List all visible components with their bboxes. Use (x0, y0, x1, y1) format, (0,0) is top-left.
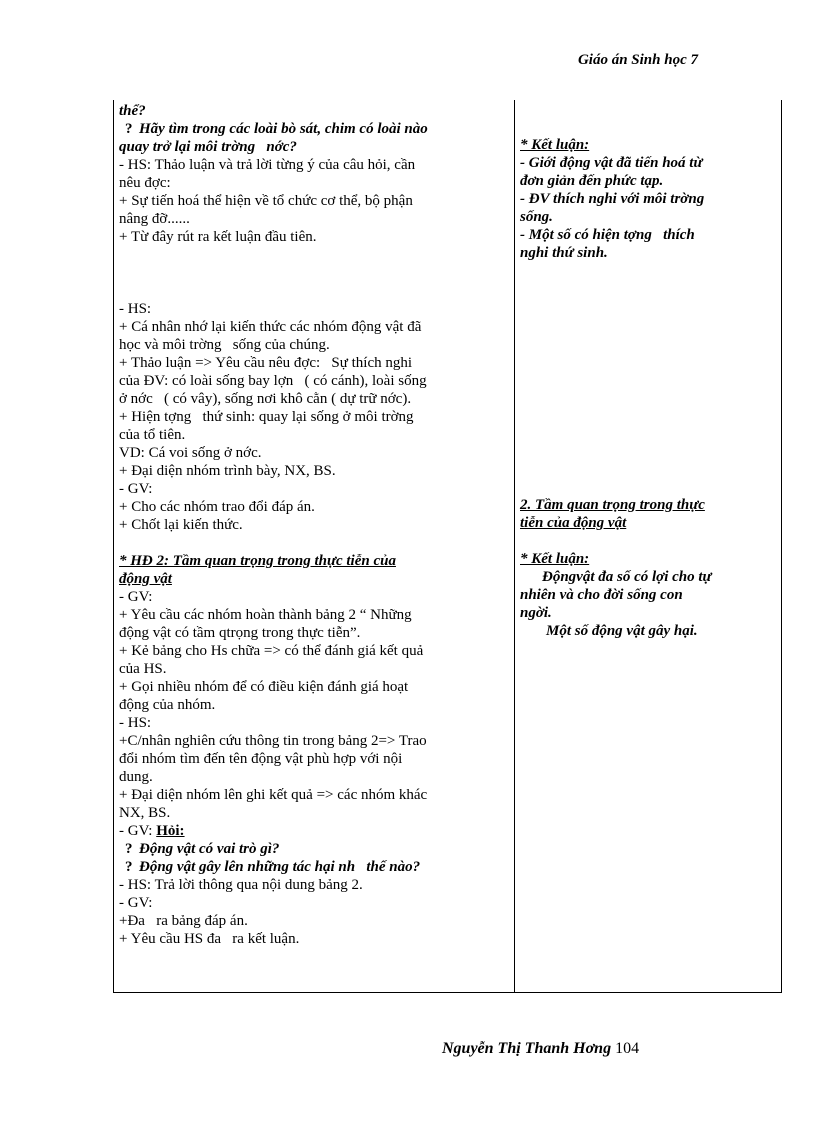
activity-line (119, 174, 509, 192)
activity-line (119, 300, 509, 318)
question-mark-icon: ? (125, 859, 133, 875)
conclusion-2-line: Độngvật đa số có lợi cho tự (542, 569, 712, 585)
activity-line (119, 732, 509, 750)
activity-line (119, 120, 509, 138)
activity-line-text: - HS: (119, 301, 152, 317)
activity-line-text: - GV: (119, 481, 153, 497)
activity-line (119, 102, 509, 120)
activity-line (119, 858, 509, 876)
page-header-title: Giáo án Sinh học 7 (577, 52, 698, 68)
activity-line-text: Động vật có vai trò gì? (139, 841, 280, 857)
question-mark-icon: ? (125, 841, 133, 857)
conclusion-2-line: ngời. (520, 605, 552, 621)
activity-line-text: thể? (119, 103, 146, 119)
activity-line-text: động vật (119, 571, 172, 587)
activity-line-text: + Từ đây rút ra kết luận đầu tiên. (119, 229, 317, 245)
conclusion-1-title: * Kết luận: (520, 137, 590, 153)
activity-line-text: + Cho các nhóm trao đổi đáp án. (119, 499, 315, 515)
activity-line-text: nêu đợc: (119, 175, 171, 191)
activity-line (119, 192, 509, 210)
conclusion-1-line: - ĐV thích nghi với môi trờng (520, 191, 705, 207)
activity-line (119, 318, 509, 336)
activity-line-text: của ĐV: có loài sống bay lợn ( có cánh), loài sống (119, 373, 427, 389)
section-2-title: 2. Tầm quan trọng trong thực (520, 497, 705, 513)
teacher-student-activities-column (119, 102, 509, 948)
activity-line-text: nâng đỡ...... (119, 211, 190, 227)
conclusion-1-line: - Một số có hiện tợng thích (520, 227, 695, 243)
activity-line-text: động của nhóm. (119, 697, 216, 713)
activity-line (119, 354, 509, 372)
conclusion-2-line: Một số động vật gây hại. (546, 623, 698, 639)
activity-line (119, 678, 509, 696)
activity-line-text: của HS. (119, 661, 167, 677)
activity-line-text: - HS: Thảo luận và trả lời từng ý của câu hỏi, cần (119, 157, 416, 173)
activity-line (119, 912, 509, 930)
activity-line-text: + Kẻ bảng cho Hs chữa => có thể đánh giá kết quả (119, 643, 424, 659)
activity-line (119, 336, 509, 354)
activity-line-text: dung. (119, 769, 153, 785)
activity-line (119, 786, 509, 804)
activity-line (119, 822, 509, 840)
conclusion-2-title: * Kết luận: (520, 551, 590, 567)
activity-line-text: - GV: (119, 823, 157, 839)
activity-line-text: NX, BS. (119, 805, 171, 821)
question-mark-icon: ? (125, 121, 133, 137)
activity-line (119, 498, 509, 516)
activity-line-text: đổi nhóm tìm đến tên động vật phù hợp với nội (119, 751, 403, 767)
activity-line (119, 516, 509, 534)
activity-line-text: Động vật gây lên những tác hại nh thế nào? (139, 859, 421, 875)
activity-line-text: + Yêu cầu các nhóm hoàn thành bảng 2 “ Những (119, 607, 412, 623)
activity-line (119, 894, 509, 912)
activity-line (119, 642, 509, 660)
conclusion-2-line: nhiên và cho đời sống con (520, 587, 683, 603)
activity-line-text: của tổ tiên. (119, 427, 186, 443)
page-number: 104 (615, 1040, 640, 1057)
activity-line (119, 768, 509, 786)
author-name: Nguyễn Thị Thanh Hơng (442, 1040, 612, 1057)
question-label: Hỏi: (156, 823, 185, 839)
activity-line (119, 228, 509, 246)
activity-line (119, 390, 509, 408)
activity-line (119, 408, 509, 426)
conclusion-1-line: nghi thứ sinh. (520, 245, 608, 261)
spacer (119, 246, 509, 264)
activity-line-text: + Cá nhân nhớ lại kiến thức các nhóm động vật đã (119, 319, 422, 335)
activity-line-text: + Sự tiến hoá thể hiện về tổ chức cơ thể, bộ phận (119, 193, 413, 209)
activity-line (119, 156, 509, 174)
activity-line (119, 750, 509, 768)
activity-line-text: động vật có tầm qtrọng trong thực tiễn”. (119, 625, 361, 641)
activity-line-text: + Đại diện nhóm lên ghi kết quả => các nhóm khác (119, 787, 428, 803)
activity-line-text: + Yêu cầu HS đa ra kết luận. (119, 931, 300, 947)
activity-line (119, 804, 509, 822)
activity-line (119, 462, 509, 480)
section-2-title: tiễn của động vật (520, 515, 627, 531)
activity-line (119, 606, 509, 624)
conclusions-column (520, 100, 775, 640)
activity-line-text: - HS: Trả lời thông qua nội dung bảng 2. (119, 877, 363, 893)
activity-line (119, 660, 509, 678)
activity-line (119, 480, 509, 498)
activity-line (119, 210, 509, 228)
activity-line (119, 444, 509, 462)
activity-line (119, 714, 509, 732)
activity-line (119, 876, 509, 894)
activity-line (119, 624, 509, 642)
activity-line-text: ở nớc ( có vây), sống nơi khô cằn ( dự trữ nớc). (119, 391, 412, 407)
activity-line-text: + Chốt lại kiến thức. (119, 517, 243, 533)
column-divider (514, 100, 515, 992)
activity-line (119, 696, 509, 714)
activity-line (119, 588, 509, 606)
conclusion-1-line: - Giới động vật đã tiến hoá từ (520, 155, 703, 171)
activity-line (119, 426, 509, 444)
spacer (119, 534, 509, 552)
activity-line-text: - HS: (119, 715, 152, 731)
activity-line (119, 930, 509, 948)
activity-line-text: + Hiện tợng thứ sinh: quay lại sống ở môi trờng (119, 409, 414, 425)
activity-line-text: - GV: (119, 589, 153, 605)
activity-line (119, 570, 509, 588)
page-footer (442, 1040, 639, 1058)
activity-line-text: VD: Cá voi sống ở nớc. (119, 445, 262, 461)
activity-line-text: + Thảo luận => Yêu cầu nêu đợc: Sự thích nghi (119, 355, 413, 371)
activity-line-text: + Gọi nhiều nhóm để có điều kiện đánh giá hoạt (119, 679, 409, 695)
activity-line (119, 372, 509, 390)
activity-line-text: học và môi trờng sống của chúng. (119, 337, 330, 353)
spacer (119, 282, 509, 300)
activity-line (119, 552, 509, 570)
conclusion-1-line: sống. (520, 209, 553, 225)
activity-line-text: Hãy tìm trong các loài bò sát, chim có loài nào (139, 121, 428, 137)
activity-line (119, 840, 509, 858)
activity-line-text: +Đa ra bảng đáp án. (119, 913, 248, 929)
activity-line-text: quay trở lại môi trờng nớc? (119, 139, 297, 155)
spacer (119, 264, 509, 282)
activity-line-text: - GV: (119, 895, 153, 911)
activity-line-text: +C/nhân nghiên cứu thông tin trong bảng 2=> Trao (119, 733, 427, 749)
activity-line (119, 138, 509, 156)
activity-line-text: * HĐ 2: Tầm quan trọng trong thực tiễn của (119, 553, 396, 569)
activity-line-text: + Đại diện nhóm trình bày, NX, BS. (119, 463, 336, 479)
lesson-table (113, 100, 782, 993)
conclusion-1-line: đơn giản đến phức tạp. (520, 173, 664, 189)
